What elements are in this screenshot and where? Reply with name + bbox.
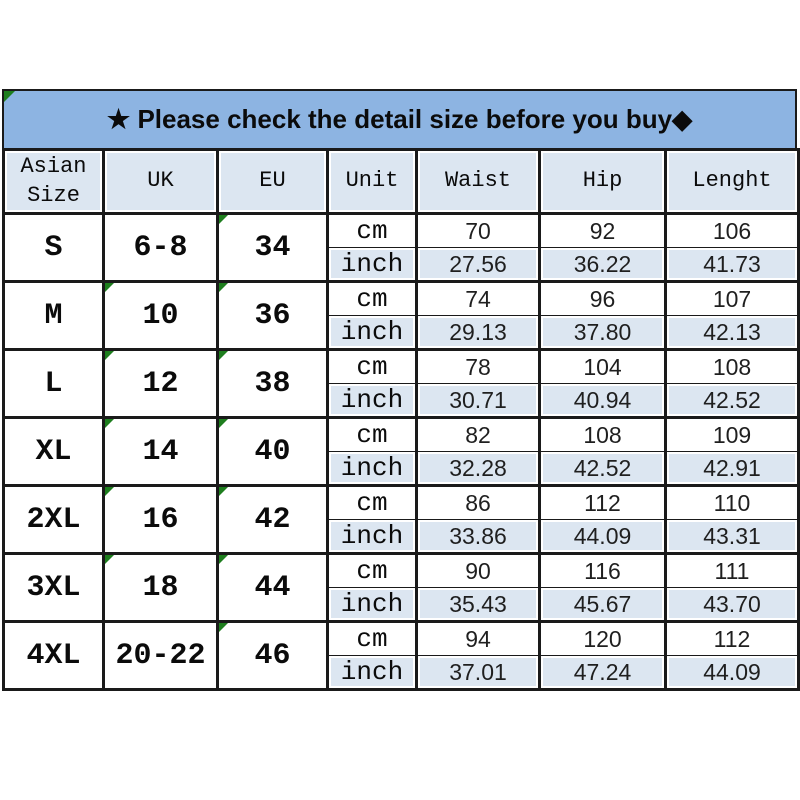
eu-value: 46 (254, 638, 291, 673)
col-header-waist: Waist (417, 150, 540, 214)
table-row (4, 622, 799, 656)
size-table (2, 148, 800, 691)
length-inch-cell: 44.09 (666, 656, 799, 690)
size-cell: M (4, 282, 104, 350)
waist-cm-cell: 86 (417, 486, 540, 520)
header-row (4, 150, 799, 214)
excel-error-triangle (219, 419, 228, 428)
hip-inch-cell: 47.24 (540, 656, 666, 690)
hip-inch-cell: 44.09 (540, 520, 666, 554)
excel-error-triangle (219, 623, 228, 632)
length-cm-cell: 110 (666, 486, 799, 520)
excel-error-triangle (105, 351, 114, 360)
waist-cm-cell: 70 (417, 214, 540, 248)
hip-cm-cell: 104 (540, 350, 666, 384)
unit-cm-cell: cm (328, 418, 417, 452)
excel-error-triangle (219, 215, 228, 224)
excel-error-triangle (105, 283, 114, 292)
eu-value: 36 (254, 298, 291, 333)
waist-inch-cell: 35.43 (417, 588, 540, 622)
table-row (4, 350, 799, 384)
excel-error-triangle (105, 555, 114, 564)
uk-cell (104, 282, 218, 350)
eu-value: 42 (254, 502, 291, 537)
table-row (4, 418, 799, 452)
unit-inch-cell: inch (328, 588, 417, 622)
size-cell: 3XL (4, 554, 104, 622)
uk-cell: 20-22 (104, 622, 218, 690)
size-cell: XL (4, 418, 104, 486)
length-cm-cell: 111 (666, 554, 799, 588)
uk-cell: 6-8 (104, 214, 218, 282)
waist-cm-cell: 94 (417, 622, 540, 656)
col-header-hip: Hip (540, 150, 666, 214)
length-cm-cell: 107 (666, 282, 799, 316)
unit-cm-cell: cm (328, 486, 417, 520)
length-cm-cell: 112 (666, 622, 799, 656)
eu-cell (218, 418, 328, 486)
unit-inch-cell: inch (328, 656, 417, 690)
size-cell: S (4, 214, 104, 282)
eu-cell (218, 486, 328, 554)
hip-cm-cell: 120 (540, 622, 666, 656)
uk-cell (104, 554, 218, 622)
table-row (4, 282, 799, 316)
size-cell: L (4, 350, 104, 418)
length-cm-cell: 109 (666, 418, 799, 452)
excel-error-triangle (219, 555, 228, 564)
uk-cell (104, 486, 218, 554)
uk-cell (104, 350, 218, 418)
unit-cm-cell: cm (328, 214, 417, 248)
unit-cm-cell: cm (328, 554, 417, 588)
table-row (4, 214, 799, 248)
unit-inch-cell: inch (328, 452, 417, 486)
size-cell: 2XL (4, 486, 104, 554)
eu-cell (218, 214, 328, 282)
uk-value: 18 (142, 570, 179, 605)
uk-value: 12 (142, 366, 179, 401)
unit-inch-cell: inch (328, 248, 417, 282)
waist-inch-cell: 33.86 (417, 520, 540, 554)
length-inch-cell: 43.70 (666, 588, 799, 622)
excel-error-triangle (219, 351, 228, 360)
eu-value: 34 (254, 230, 291, 265)
notice-text: ★ Please check the detail size before you buy◆ (106, 104, 693, 134)
excel-error-triangle (105, 419, 114, 428)
unit-cm-cell: cm (328, 350, 417, 384)
excel-error-triangle (219, 487, 228, 496)
hip-inch-cell: 42.52 (540, 452, 666, 486)
eu-cell (218, 554, 328, 622)
col-header-eu: EU (218, 150, 328, 214)
col-header-asian-size: Asian Size (4, 150, 104, 214)
length-cm-cell: 106 (666, 214, 799, 248)
hip-inch-cell: 40.94 (540, 384, 666, 418)
unit-inch-cell: inch (328, 316, 417, 350)
hip-cm-cell: 108 (540, 418, 666, 452)
waist-cm-cell: 90 (417, 554, 540, 588)
uk-value: 10 (142, 298, 179, 333)
eu-value: 40 (254, 434, 291, 469)
uk-value: 16 (142, 502, 179, 537)
waist-cm-cell: 74 (417, 282, 540, 316)
hip-inch-cell: 45.67 (540, 588, 666, 622)
uk-value: 14 (142, 434, 179, 469)
length-inch-cell: 42.91 (666, 452, 799, 486)
length-inch-cell: 41.73 (666, 248, 799, 282)
eu-cell (218, 350, 328, 418)
col-header-unit: Unit (328, 150, 417, 214)
table-row (4, 486, 799, 520)
eu-value: 38 (254, 366, 291, 401)
waist-inch-cell: 37.01 (417, 656, 540, 690)
excel-error-triangle (219, 283, 228, 292)
unit-inch-cell: inch (328, 384, 417, 418)
unit-cm-cell: cm (328, 622, 417, 656)
waist-inch-cell: 30.71 (417, 384, 540, 418)
eu-cell (218, 622, 328, 690)
eu-value: 44 (254, 570, 291, 605)
length-cm-cell: 108 (666, 350, 799, 384)
table-row (4, 554, 799, 588)
col-header-length: Lenght (666, 150, 799, 214)
hip-inch-cell: 36.22 (540, 248, 666, 282)
hip-cm-cell: 116 (540, 554, 666, 588)
length-inch-cell: 42.13 (666, 316, 799, 350)
excel-error-triangle (4, 91, 15, 102)
length-inch-cell: 42.52 (666, 384, 799, 418)
excel-error-triangle (105, 487, 114, 496)
uk-cell (104, 418, 218, 486)
hip-cm-cell: 96 (540, 282, 666, 316)
spreadsheet-area (2, 89, 797, 691)
waist-cm-cell: 78 (417, 350, 540, 384)
size-cell: 4XL (4, 622, 104, 690)
length-inch-cell: 43.31 (666, 520, 799, 554)
waist-inch-cell: 32.28 (417, 452, 540, 486)
unit-cm-cell: cm (328, 282, 417, 316)
hip-cm-cell: 112 (540, 486, 666, 520)
notice-banner (2, 89, 797, 148)
hip-cm-cell: 92 (540, 214, 666, 248)
hip-inch-cell: 37.80 (540, 316, 666, 350)
eu-cell (218, 282, 328, 350)
waist-inch-cell: 27.56 (417, 248, 540, 282)
col-header-uk: UK (104, 150, 218, 214)
waist-inch-cell: 29.13 (417, 316, 540, 350)
waist-cm-cell: 82 (417, 418, 540, 452)
unit-inch-cell: inch (328, 520, 417, 554)
